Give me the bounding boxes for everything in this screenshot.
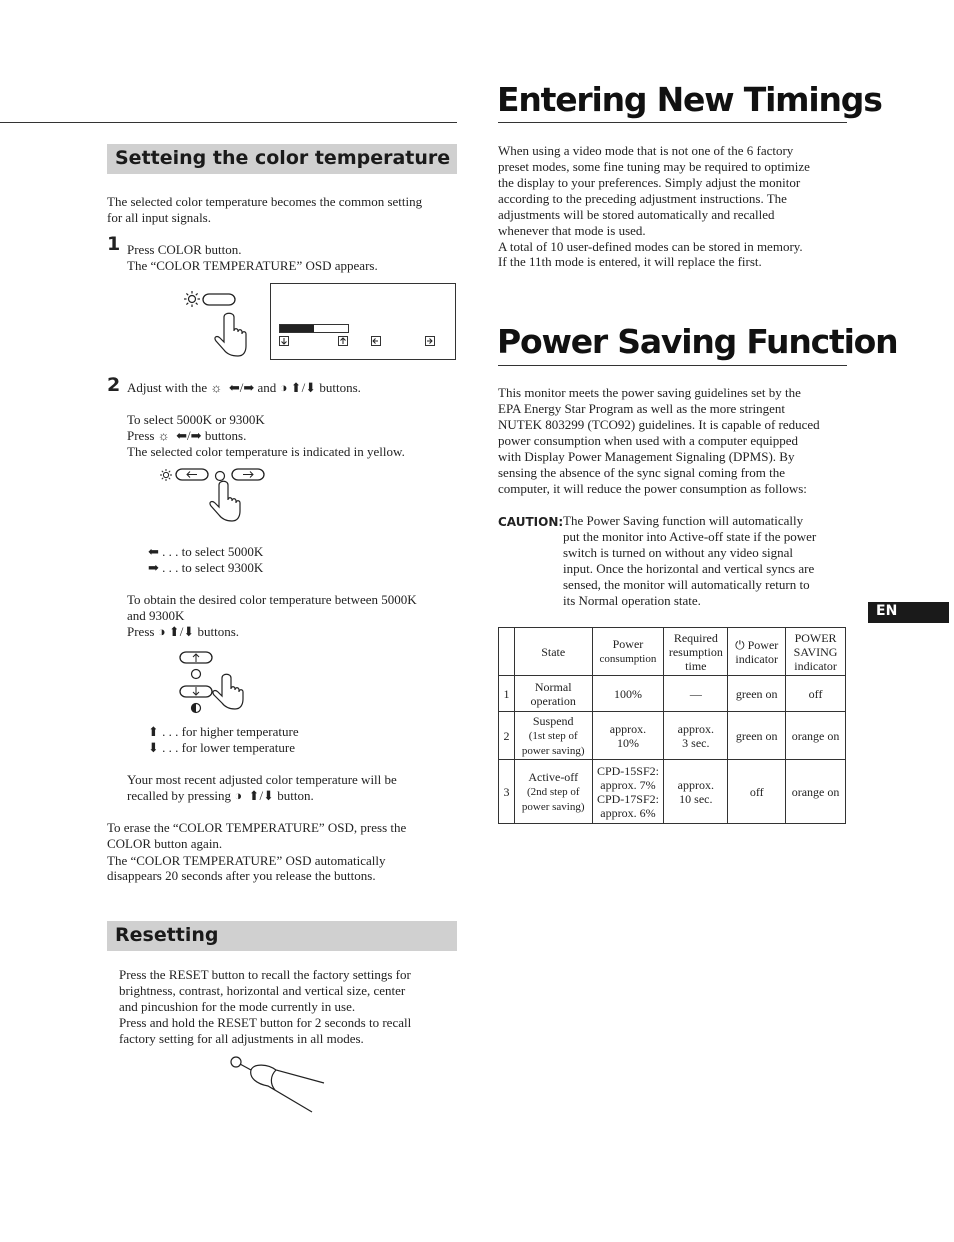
table-header-power-indicator: ⏻ Power indicator [728,628,786,676]
left-arrow-icon: ⬅ [172,428,188,443]
table-cell: 100% [592,676,664,712]
table-row [499,712,846,760]
power-line: power consumption when used with a computer equipped [498,433,799,448]
top-left-rule [0,122,457,123]
table-header-row [499,628,846,676]
timings-title: Entering New Timings [497,80,882,119]
osd-level-bar [279,324,349,333]
table-cell: approx. 10 sec. [664,760,728,824]
resetting-line: factory setting for all adjustments in all modes. [119,1031,364,1046]
resetting-line: and pincushion for the mode currently in use. [119,999,356,1014]
press-text: Press [127,428,155,443]
contrast-icon: ◑ [157,624,166,639]
table-row [499,676,846,712]
osd-icons [279,336,449,348]
resetting-line: Press the RESET button to recall the factory settings for [119,967,411,982]
indicator-circle [192,670,201,679]
adjust-text-a: Adjust with the [127,380,208,395]
reset-pen-illustration [224,1050,334,1116]
power-line: This monitor meets the power saving guidelines set by the [498,385,801,400]
arrow-buttons-illustration [157,465,272,527]
table-header-power: Power consumption [592,628,664,676]
timings-line: according to the preceding adjustment instructions. The [498,191,787,206]
pen-icon [231,1057,324,1112]
table-cell: 1 [499,676,515,712]
erase-line: disappears 20 seconds after you release the buttons. [107,868,376,883]
intro-line: The selected color temperature becomes the common setting [107,194,423,209]
table-cell: orange on [786,760,846,824]
left-arrow-icon: ⬅ [225,380,240,395]
power-title: Power Saving Function [497,322,898,361]
down-desc: . . . for lower temperature [162,740,295,755]
right-arrow-icon: ➡ [190,428,202,443]
color-button-illustration [180,284,260,360]
timings-line: adjustments will be stored automatically and recalled [498,207,775,222]
timings-line: the display to your preferences. Simply adjust the monitor [498,175,801,190]
right-arrow-desc: . . . to select 9300K [162,560,264,575]
sun-icon: ☼ [157,428,170,443]
down-arrow-icon: ⬇ [148,740,159,755]
color-button [203,294,235,305]
erase-line: COLOR button again. [107,836,223,851]
left-arrow-desc: . . . to select 5000K [162,544,264,559]
power-line: with Display Power Management Signaling (DPMS). By [498,449,795,464]
power-line: NUTEK 803299 (TCO92) guidelines. It is capable of reduced [498,417,820,432]
step-1-line: Press COLOR button. [127,242,242,257]
sun-icon: ☼ [210,380,223,395]
resetting-heading: Resetting [115,924,219,946]
timings-line: A total of 10 user-defined modes can be stored in memory. [498,239,803,254]
power-saving-table [498,627,846,824]
up-arrow-icon: ⬆ [245,788,260,803]
caution-label: CAUTION: [498,515,564,529]
timings-line: If the 11th mode is entered, it will replace the first. [498,254,762,269]
obtain-line: and 9300K [127,608,185,623]
table-cell: off [728,760,786,824]
language-tab-label: EN [876,603,898,619]
step-2-number: 2 [107,374,121,396]
select-title: To select 5000K or 9300K [127,412,265,427]
adjust-text-c: buttons. [319,380,361,395]
resetting-heading-bar [107,921,457,951]
updown-buttons-illustration [176,648,256,716]
table-cell: approx. 10% [592,712,664,760]
table-cell: approx. 3 sec. [664,712,728,760]
step-1-line: The “COLOR TEMPERATURE” OSD appears. [127,258,378,273]
hand-icon [210,481,240,521]
table-cell: off [786,676,846,712]
hand-icon [213,674,243,709]
caution-line: put the monitor into Active-off state if the power [563,529,817,544]
right-arrow-icon: ➡ [243,380,255,395]
table-cell: — [664,676,728,712]
caution-line: its Normal operation state. [563,593,701,608]
power-line: sensing the absence of the sync signal coming from the [498,465,786,480]
power-rule [498,365,847,366]
contrast-icon: ◑ [234,788,243,803]
timings-rule [498,122,847,123]
table-cell: Normal operation [514,676,592,712]
table-row [499,760,846,824]
press-text: Press [127,624,155,639]
up-arrow-icon: ⬆ [168,624,180,639]
resetting-line: brightness, contrast, horizontal and vertical size, center [119,983,406,998]
hand-icon [215,313,246,356]
selected-note: The selected color temperature is indicated in yellow. [127,444,405,459]
table-cell: CPD-15SF2: approx. 7% CPD-17SF2: approx. 6% [592,760,664,824]
osd-panel [270,283,456,360]
caution-line: switch is turned on without any video signal [563,545,794,560]
color-temp-heading: Setteing the color temperature [115,147,451,169]
contrast-icon [192,704,201,713]
down-arrow-icon: ⬇ [183,624,195,639]
sun-icon [160,469,172,481]
erase-line: The “COLOR TEMPERATURE” OSD automatically [107,853,386,868]
adjust-text-b: and [257,380,277,395]
timings-line: When using a video mode that is not one of the 6 factory [498,143,794,158]
up-arrow-icon: ⬆ [290,380,302,395]
up-arrow-icon: ⬆ [148,724,159,739]
table-cell: 3 [499,760,515,824]
sun-icon [184,291,200,307]
table-header-ps-indicator: POWER SAVING indicator [786,628,846,676]
color-temp-heading-bar [107,144,457,174]
caution-line: The Power Saving function will automatically [563,513,804,528]
recent-line: Your most recent adjusted color temperature will be [127,772,397,787]
table-cell [499,628,515,676]
intro-line: for all input signals. [107,210,211,225]
power-icon: ⏻ [735,637,745,652]
table-cell: 2 [499,712,515,760]
power-line: EPA Energy Star Program as well as the more stringent [498,401,786,416]
table-cell: Active-off (2nd step of power saving) [514,760,592,824]
buttons-text: buttons. [197,624,240,639]
contrast-icon: ◑ [279,380,288,395]
obtain-line: To obtain the desired color temperature between 5000K [127,592,417,607]
indicator-circle [216,472,225,481]
osd-level-fill [280,325,314,332]
table-header-resumption: Required resumption time [664,628,728,676]
right-arrow-icon: ➡ [148,560,159,575]
table-cell: green on [728,676,786,712]
buttons-text: buttons. [204,428,247,443]
timings-line: whenever that mode is used. [498,223,646,238]
down-arrow-icon: ⬇ [263,788,275,803]
down-arrow-icon: ⬇ [305,380,317,395]
power-line: computer, it will reduce the power consumption as follows: [498,481,807,496]
table-cell: Suspend (1st step of power saving) [514,712,592,760]
table-cell: green on [728,712,786,760]
erase-line: To erase the “COLOR TEMPERATURE” OSD, press the [107,820,407,835]
language-tab [868,602,949,623]
timings-line: preset modes, some fine tuning may be required to optimize [498,159,810,174]
recent-line: button. [277,788,314,803]
up-desc: . . . for higher temperature [162,724,299,739]
table-header-state: State [514,628,592,676]
caution-line: sensed, the monitor will automatically return to [563,577,810,592]
resetting-line: Press and hold the RESET button for 2 seconds to recall [119,1015,412,1030]
left-arrow-icon: ⬅ [148,544,159,559]
caution-line: input. Once the horizontal and vertical syncs are [563,561,815,576]
recent-line: recalled by pressing [127,788,231,803]
step-1-number: 1 [107,233,121,255]
table-cell: orange on [786,712,846,760]
